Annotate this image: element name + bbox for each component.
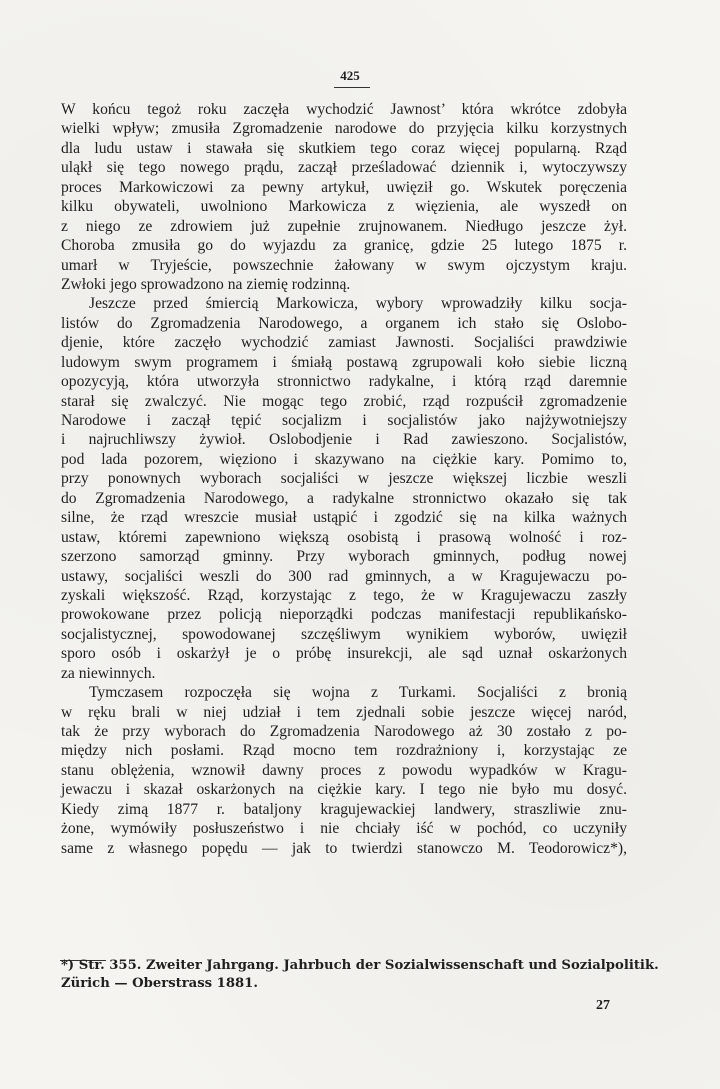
text-line: pod lada pozorem, więziono i skazywano na ciężkie kary. Pomimo to, [61, 450, 627, 468]
text-line: za niewinnych. [61, 664, 156, 682]
text-line: szerzono samorząd gminny. Przy wyborach gminnych, podług nowej [61, 548, 627, 566]
signature-mark: 27 [596, 998, 610, 1013]
text-line: ustawy, socjaliści weszli do 300 rad gminnych, a w Kragujewaczu po- [61, 567, 627, 585]
text-line: tak że przy wyborach do Zgromadzenia Narodowego aż 30 zostało z po- [61, 723, 627, 740]
text-line: kilku obywateli, uwolniono Markowicza z więzienia, ale wyszedł on [61, 198, 627, 216]
body-text [61, 100, 627, 858]
text-line: dla ludu ustaw i stawała się skutkiem tego coraz więcej popularną. Rząd [61, 139, 627, 157]
text-line: djenie, które zaczęło wychodzić zamiast Jawnosti. Socjaliści prawdziwie [61, 334, 627, 352]
text-line: Jeszcze przed śmiercią Markowicza, wybory wprowadziły kilku socja- [89, 295, 627, 313]
text-line: listów do Zgromadzenia Narodowego, a organem ich stało się Oslobo- [61, 314, 627, 332]
text-line: do Zgromadzenia Narodowego, a radykalne stronnictwo okazało się tak [61, 489, 627, 507]
text-line: Narodowe i zaczął tępić socjalizm i socjalistów jako najżywotniejszy [61, 412, 627, 429]
footnote [61, 957, 659, 993]
text-line: Kiedy zimą 1877 r. bataljony kragujewackiej landwery, straszliwie znu- [61, 800, 627, 818]
text-line: ludowym swym programem i śmiałą postawą zgrupowali koło siebie liczną [61, 353, 627, 371]
text-line: zyskali większość. Rząd, korzystając z tego, że w Kragujewaczu zaszły [61, 586, 627, 604]
text-line: starał się zwalczyć. Nie mogąc tego zrobić, rząd rozpuścił zgromadzenie [61, 392, 627, 410]
text-line: uląkł się tego nowego prądu, zaczął prześladować dziennik i, wytoczywszy [61, 159, 627, 177]
text-line: ustaw, któremi zapewniono większą osobistą i prasową wolność i roz- [61, 528, 627, 546]
footnote-line: *) Str. 355. Zweiter Jahrgang. Jahrbuch der Sozialwissenschaft und Sozialpolitik. [61, 958, 659, 973]
text-line: stanu oblężenia, wznowił dawny proces z powodu wypadków w Kragu- [61, 761, 627, 779]
text-line: socjalistycznej, spowodowanej szczęśliwym wynikiem wyborów, uwięził [61, 625, 627, 643]
text-line: Tymczasem rozpoczęła się wojna z Turkami. Socjaliści z bronią [89, 684, 627, 702]
text-line: proces Markowiczowi za pewny artykuł, uwięził go. Wskutek poręczenia [61, 178, 627, 196]
text-line: Zwłoki jego sprowadzono na ziemię rodzinną. [61, 275, 351, 293]
text-line: żone, wymówiły posłuszeństwo i nie chciały iść w pochód, co uczyniły [61, 820, 627, 838]
text-line: między nich posłami. Rząd mocno tem rozdrażniony i, korzystając ze [61, 742, 627, 760]
text-line: opozycyją, która utworzyła stronnictwo radykalne, i którą rząd daremnie [61, 373, 627, 391]
text-line: W końcu tegoż roku zaczęła wychodzić Jawnost’ która wkrótce zdobyła [61, 101, 627, 118]
text-line: w ręku brali w niej udział i tem zjednali sobie jeszcze więcej naród, [61, 703, 627, 721]
text-line: wielki wpływ; zmusiła Zgromadzenie narodowe do przyjęcia kilku korzystnych [61, 120, 627, 138]
text-line: sporo osób i oskarżył je o próbę insurekcji, ale sąd uznał oskarżonych [61, 645, 627, 663]
text-line: jewaczu i skazał oskarżonych na ciężkie kary. I tego nie było mu dosyć. [61, 781, 627, 799]
text-line: z niego ze zdrowiem już zupełnie zrujnowanem. Niedługo jeszcze żył. [61, 217, 627, 235]
page-number-rule [334, 87, 370, 88]
text-line: przy ponownych wyborach socjaliści w jeszcze większej liczbie weszli [61, 470, 627, 488]
footnote-line: Zürich — Oberstrass 1881. [61, 976, 258, 991]
text-line: i najruchliwszy żywioł. Oslobodjenie i Rad zawieszono. Socjalistów, [61, 431, 627, 449]
text-line: Choroba zmusiła go do wyjazdu za granicę, gdzie 25 lutego 1875 r. [61, 237, 627, 255]
text-line: same z własnego popędu — jak to twierdzi stanowczo M. Teodorowicz*), [61, 839, 627, 857]
text-line: silne, że rząd wreszcie musiał ustąpić i zgodzić się na kilka ważnych [61, 509, 627, 527]
text-line: umarł w Tryjeście, powszechnie żałowany w swym ojczystym kraju. [61, 256, 627, 274]
page-number: 425 [340, 68, 360, 83]
text-line: prowokowane przez policją nieporządki podczas manifestacji republikańsko- [61, 606, 627, 624]
